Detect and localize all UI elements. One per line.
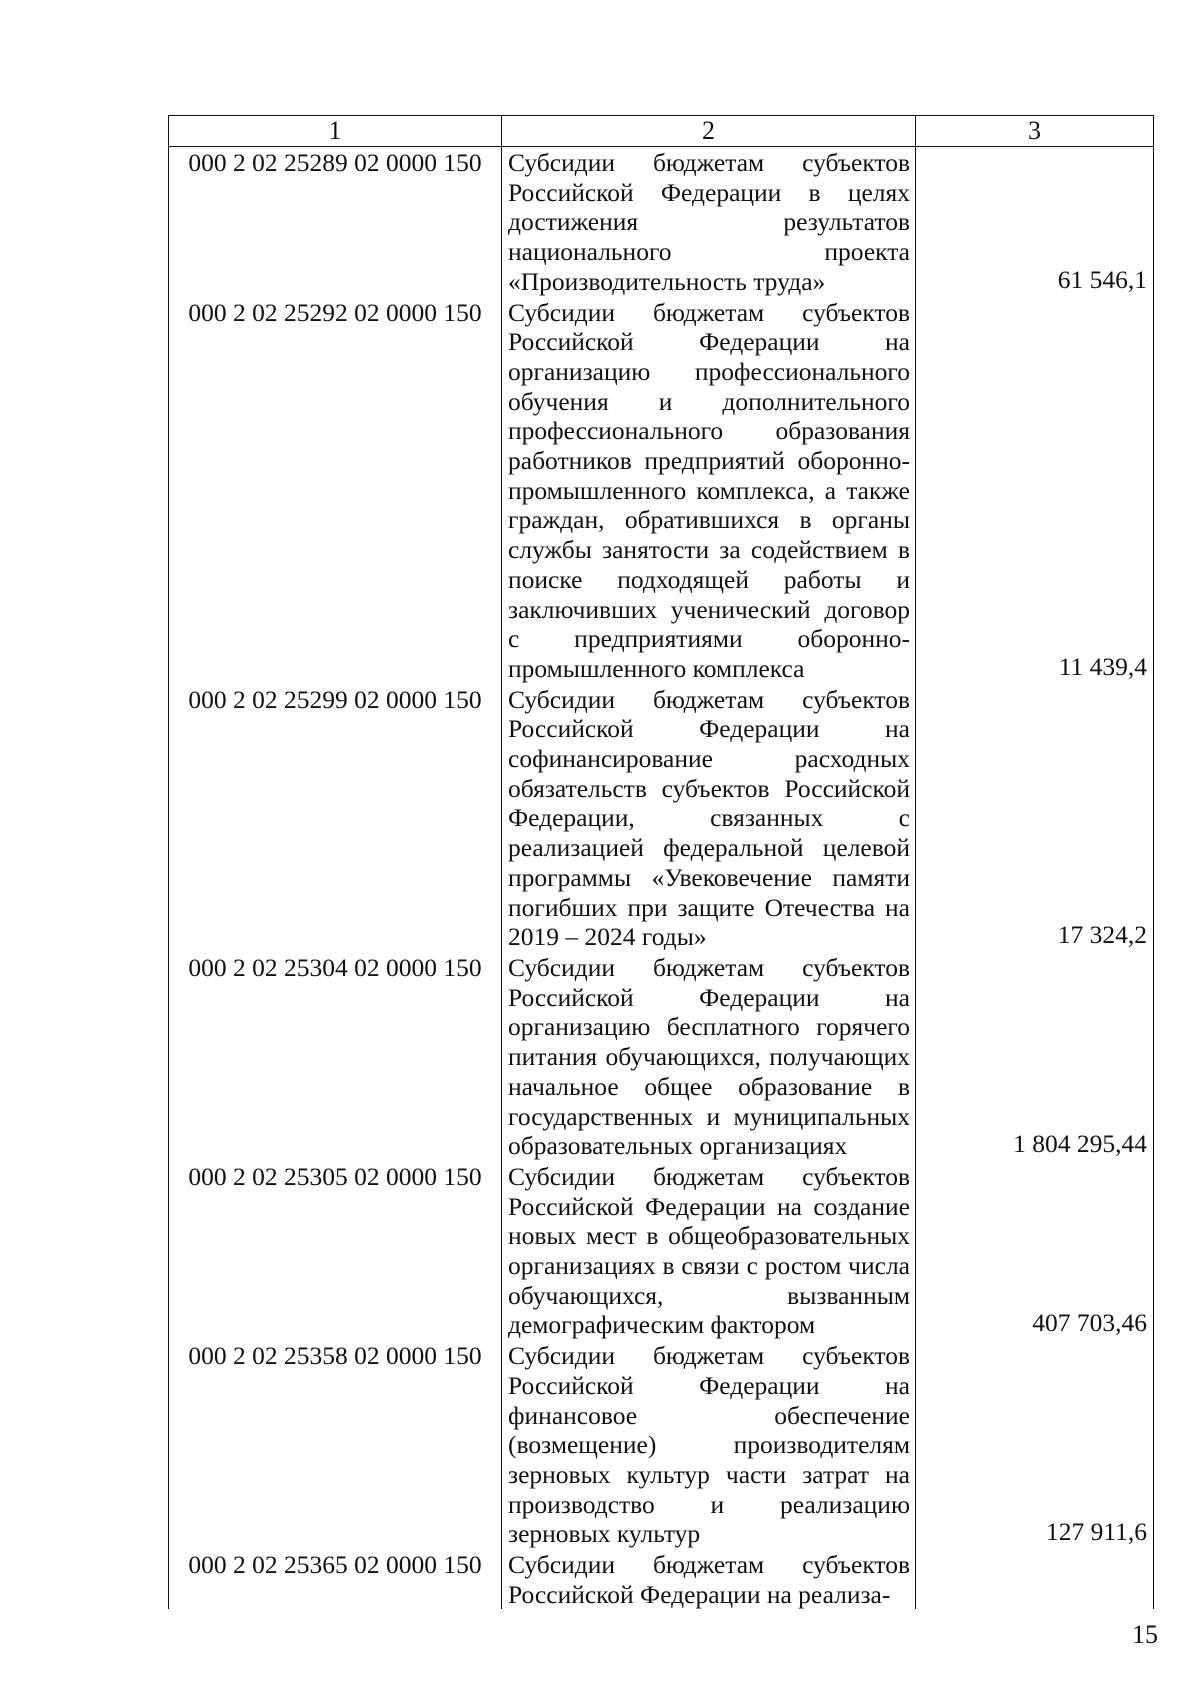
row-amount: 17 324,2 [916, 684, 1154, 952]
row-amount [916, 1549, 1154, 1609]
row-description: Субсидии бюджетам субъектов Российской Федерации на софинансирование расходных обязательств субъектов Российской Федерации, связанных с реализацией федеральной целевой программы «Увековечение памяти погибших при защите Отечества на 2019 – 2024 годы» [502, 684, 916, 952]
row-description: Субсидии бюджетам субъектов Российской Федерации на создание новых мест в общеобразовательных организациях в связи с ростом числа обучающихся, вызванным демографическим фактором [502, 1161, 916, 1340]
column-header-2: 2 [502, 116, 916, 147]
row-description: Субсидии бюджетам субъектов Российской Федерации на реализа- [502, 1549, 916, 1609]
row-amount: 407 703,46 [916, 1161, 1154, 1340]
budget-code: 000 2 02 25358 02 0000 150 [169, 1340, 502, 1549]
table-row [169, 952, 1154, 1161]
budget-code: 000 2 02 25365 02 0000 150 [169, 1549, 502, 1609]
row-amount: 61 546,1 [916, 147, 1154, 297]
row-amount: 11 439,4 [916, 297, 1154, 684]
page-number: 15 [1132, 1620, 1158, 1649]
table-row [169, 147, 1154, 297]
table-header-row [169, 116, 1154, 147]
budget-code: 000 2 02 25292 02 0000 150 [169, 297, 502, 684]
table-row [169, 684, 1154, 952]
row-description: Субсидии бюджетам субъектов Российской Федерации на организацию бесплатного горячего питания обучающихся, получающих начальное общее образование в государственных и муниципальных образовательных организациях [502, 952, 916, 1161]
column-header-3: 3 [916, 116, 1154, 147]
row-description: Субсидии бюджетам субъектов Российской Федерации в целях достижения результатов национального проекта «Производительность труда» [502, 147, 916, 297]
budget-code: 000 2 02 25299 02 0000 150 [169, 684, 502, 952]
row-amount: 127 911,6 [916, 1340, 1154, 1549]
row-description: Субсидии бюджетам субъектов Российской Федерации на финансовое обеспечение (возмещение) производителям зерновых культур части затрат на производство и реализацию зерновых культур [502, 1340, 916, 1549]
table-row [169, 297, 1154, 684]
column-header-1: 1 [169, 116, 502, 147]
row-description: Субсидии бюджетам субъектов Российской Федерации на организацию профессионального обучения и дополнительного профессионального образования работников предприятий оборонно-промышленного комплекса, а также граждан, обратившихся в органы службы занятости за содействием в поиске подходящей работы и заключивших ученический договор с предприятиями оборонно-промышленного комплекса [502, 297, 916, 684]
budget-code: 000 2 02 25304 02 0000 150 [169, 952, 502, 1161]
row-amount: 1 804 295,44 [916, 952, 1154, 1161]
table-row [169, 1549, 1154, 1609]
budget-code: 000 2 02 25289 02 0000 150 [169, 147, 502, 297]
budget-table [168, 115, 1154, 1609]
table-row [169, 1161, 1154, 1340]
budget-code: 000 2 02 25305 02 0000 150 [169, 1161, 502, 1340]
table-row [169, 1340, 1154, 1549]
